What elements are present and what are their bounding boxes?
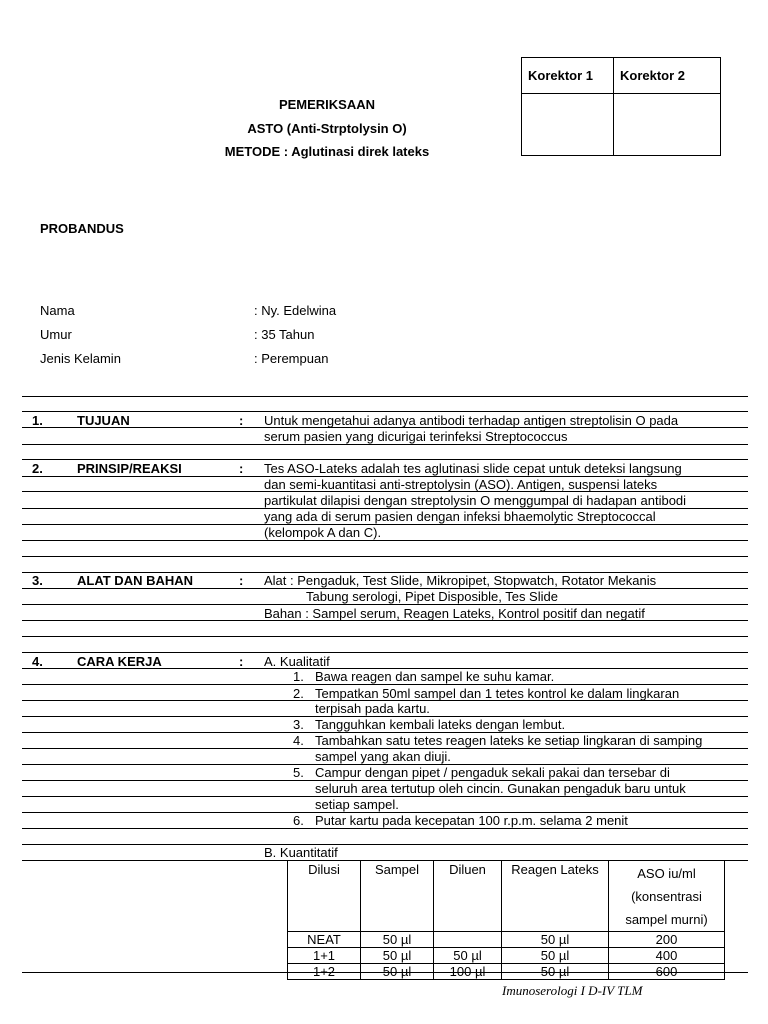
table-cell bbox=[434, 932, 502, 948]
step-line: sampel yang akan diuji. bbox=[315, 749, 451, 764]
table-cell: NEAT bbox=[288, 932, 361, 948]
prinsip-line: dan semi-kuantitasi anti-streptolysin (ASO). Antigen, suspensi lateks bbox=[264, 477, 658, 492]
korektor-2-header: Korektor 2 bbox=[614, 58, 721, 94]
prinsip-line: (kelompok A dan C). bbox=[264, 525, 382, 540]
rule bbox=[22, 828, 748, 829]
aso-header-line: ASO iu/ml bbox=[637, 866, 696, 881]
rule bbox=[22, 396, 748, 397]
section-3-number: 3. bbox=[32, 573, 43, 588]
section-1-title: TUJUAN bbox=[77, 413, 130, 428]
field-label-umur: Umur bbox=[40, 327, 72, 342]
table-cell: 100 µl bbox=[434, 964, 502, 980]
table-row bbox=[288, 948, 725, 964]
rule bbox=[22, 636, 748, 637]
table-cell: 50 µl bbox=[434, 948, 502, 964]
step-line: Bawa reagen dan sampel ke suhu kamar. bbox=[315, 669, 555, 684]
prinsip-line: yang ada di serum pasien dengan infeksi bhaemolytic Streptococcal bbox=[264, 509, 656, 524]
field-value-nama: : Ny. Edelwina bbox=[254, 303, 337, 318]
table-header-row bbox=[288, 861, 725, 932]
aso-header-line: sampel murni) bbox=[625, 912, 708, 927]
section-3-title: ALAT DAN BAHAN bbox=[77, 573, 194, 588]
korektor-1-cell bbox=[522, 94, 614, 156]
section-4-colon: : bbox=[239, 654, 244, 669]
rule bbox=[22, 844, 748, 845]
field-label-jenis-kelamin: Jenis Kelamin bbox=[40, 351, 121, 366]
header-line-1: PEMERIKSAAN bbox=[278, 97, 376, 112]
step-line: Tambahkan satu tetes reagen lateks ke setiap lingkaran di samping bbox=[315, 733, 703, 748]
rule bbox=[22, 540, 748, 541]
bahan-line: Bahan : Sampel serum, Reagen Lateks, Kontrol positif dan negatif bbox=[264, 606, 645, 621]
header-line-3: METODE : Aglutinasi direk lateks bbox=[224, 144, 430, 159]
aso-header-line: (konsentrasi bbox=[631, 889, 702, 904]
field-value-umur: : 35 Tahun bbox=[254, 327, 315, 342]
section-2-title: PRINSIP/REAKSI bbox=[77, 461, 182, 476]
alat-line-1: Alat : Pengaduk, Test Slide, Mikropipet, Stopwatch, Rotator Mekanis bbox=[264, 573, 657, 588]
section-3-colon: : bbox=[239, 573, 244, 588]
table-cell: 1+2 bbox=[288, 964, 361, 980]
section-4-title: CARA KERJA bbox=[77, 654, 162, 669]
table-cell: 400 bbox=[609, 948, 725, 964]
korektor-table bbox=[521, 57, 721, 156]
step-number: 4. bbox=[293, 733, 304, 748]
table-cell: 50 µl bbox=[361, 932, 434, 948]
table-header-cell: Dilusi bbox=[288, 861, 361, 932]
step-number: 1. bbox=[293, 669, 304, 684]
rule bbox=[22, 459, 748, 460]
table-header-cell-aso bbox=[609, 861, 725, 932]
step-number: 5. bbox=[293, 765, 304, 780]
subsection-b-title: B. Kuantitatif bbox=[264, 845, 338, 860]
table-cell: 50 µl bbox=[502, 948, 609, 964]
field-label-nama: Nama bbox=[40, 303, 75, 318]
step-line: setiap sampel. bbox=[315, 797, 399, 812]
subsection-a-title: A. Kualitatif bbox=[264, 654, 330, 669]
table-cell: 1+1 bbox=[288, 948, 361, 964]
tujuan-line: Untuk mengetahui adanya antibodi terhadap antigen streptolisin O pada bbox=[264, 413, 679, 428]
korektor-1-header: Korektor 1 bbox=[522, 58, 614, 94]
step-number: 6. bbox=[293, 813, 304, 828]
table-header-cell: Reagen Lateks bbox=[502, 861, 609, 932]
alat-line-2: Tabung serologi, Pipet Disposible, Tes Slide bbox=[306, 589, 558, 604]
table-header-cell: Sampel bbox=[361, 861, 434, 932]
table-cell: 600 bbox=[609, 964, 725, 980]
prinsip-line: partikulat dilapisi dengan streptolysin O menggumpal di hadapan antibodi bbox=[264, 493, 687, 508]
table-row bbox=[288, 932, 725, 948]
rule bbox=[22, 604, 748, 605]
kuantitatif-table bbox=[287, 860, 725, 980]
step-line: Tempatkan 50ml sampel dan 1 tetes kontrol ke dalam lingkaran bbox=[315, 686, 680, 701]
prinsip-line: Tes ASO-Lateks adalah tes aglutinasi slide cepat untuk deteksi langsung bbox=[264, 461, 682, 476]
table-cell: 50 µl bbox=[502, 932, 609, 948]
section-4-number: 4. bbox=[32, 654, 43, 669]
field-value-jenis-kelamin: : Perempuan bbox=[254, 351, 329, 366]
tujuan-line: serum pasien yang dicurigai terinfeksi Streptococcus bbox=[264, 429, 568, 444]
step-line: Tangguhkan kembali lateks dengan lembut. bbox=[315, 717, 566, 732]
section-2-colon: : bbox=[239, 461, 244, 476]
step-line: Putar kartu pada kecepatan 100 r.p.m. selama 2 menit bbox=[315, 813, 628, 828]
rule bbox=[22, 556, 748, 557]
table-cell: 200 bbox=[609, 932, 725, 948]
header-line-2: ASTO (Anti-Strptolysin O) bbox=[247, 121, 407, 136]
step-number: 3. bbox=[293, 717, 304, 732]
step-number: 2. bbox=[293, 686, 304, 701]
rule bbox=[22, 524, 748, 525]
korektor-2-cell bbox=[614, 94, 721, 156]
step-line: seluruh area tertutup oleh cincin. Gunakan pengaduk baru untuk bbox=[315, 781, 686, 796]
step-line: Campur dengan pipet / pengaduk sekali pakai dan tersebar di bbox=[315, 765, 670, 780]
section-2-number: 2. bbox=[32, 461, 43, 476]
section-1-number: 1. bbox=[32, 413, 43, 428]
step-line: terpisah pada kartu. bbox=[315, 701, 430, 716]
table-cell: 50 µl bbox=[502, 964, 609, 980]
section-1-colon: : bbox=[239, 413, 244, 428]
page-footer: Imunoserologi I D-IV TLM bbox=[502, 983, 643, 998]
table-row bbox=[288, 964, 725, 980]
table-cell: 50 µl bbox=[361, 964, 434, 980]
rule bbox=[22, 411, 748, 412]
probandus-title: PROBANDUS bbox=[40, 221, 124, 236]
rule bbox=[22, 684, 748, 685]
rule bbox=[22, 652, 748, 653]
table-cell: 50 µl bbox=[361, 948, 434, 964]
rule bbox=[22, 444, 748, 445]
table-header-cell: Diluen bbox=[434, 861, 502, 932]
